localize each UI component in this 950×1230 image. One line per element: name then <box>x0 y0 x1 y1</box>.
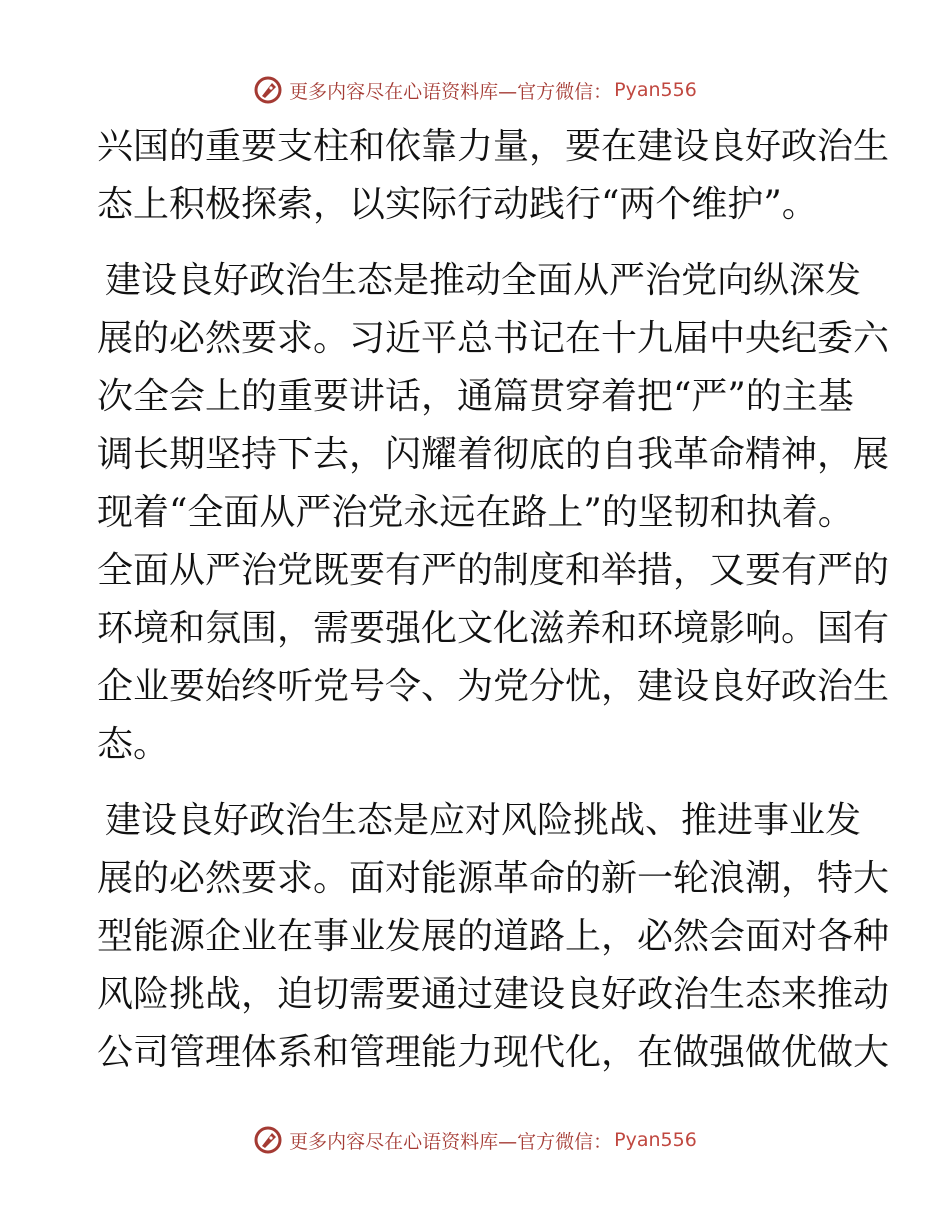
pen-nib-circle-icon <box>253 1125 283 1155</box>
paragraph-1 <box>97 118 890 234</box>
text-line: 环境和氛围，需要强化文化滋养和环境影响。国有 <box>97 608 890 649</box>
text-line: 展的必然要求。习近平总书记在十九届中央纪委六 <box>97 318 890 359</box>
text-line: 展的必然要求。面对能源革命的新一轮浪潮，特大 <box>97 858 890 899</box>
text-line: 次全会上的重要讲话，通篇贯穿着把“严”的主基 <box>97 376 854 417</box>
text-line: 建设良好政治生态是应对风险挑战、推进事业发 <box>105 800 862 841</box>
document-body <box>97 118 890 1082</box>
text-line: 调长期坚持下去，闪耀着彻底的自我革命精神，展 <box>97 434 890 475</box>
footer-banner-text: 更多内容尽在心语资料库—官方微信： <box>289 1130 613 1153</box>
text-line: 态。 <box>97 724 170 765</box>
text-line: 风险挑战，迫切需要通过建设良好政治生态来推动 <box>97 974 890 1015</box>
text-line: 现着“全面从严治党永远在路上”的坚韧和执着。 <box>97 492 854 533</box>
text-line: 公司管理体系和管理能力现代化，在做强做优做大 <box>97 1032 890 1073</box>
text-line: 企业要始终听党号令、为党分忧，建设良好政治生 <box>97 666 890 707</box>
paragraph-2 <box>97 252 890 774</box>
pen-nib-circle-icon <box>253 75 283 105</box>
header-banner-contact: Pyan556 <box>614 79 697 101</box>
header-banner-text: 更多内容尽在心语资料库—官方微信： <box>289 80 613 103</box>
text-line: 型能源企业在事业发展的道路上，必然会面对各种 <box>97 916 890 957</box>
paragraph-3 <box>97 792 890 1082</box>
text-line: 全面从严治党既要有严的制度和举措，又要有严的 <box>97 550 890 591</box>
footer-banner <box>0 1120 950 1160</box>
text-line: 兴国的重要支柱和依靠力量，要在建设良好政治生 <box>97 126 890 167</box>
text-line: 态上积极探索，以实际行动践行“两个维护”。 <box>97 184 818 225</box>
header-banner <box>0 70 950 110</box>
text-line: 建设良好政治生态是推动全面从严治党向纵深发 <box>105 260 862 301</box>
footer-banner-contact: Pyan556 <box>614 1129 697 1151</box>
